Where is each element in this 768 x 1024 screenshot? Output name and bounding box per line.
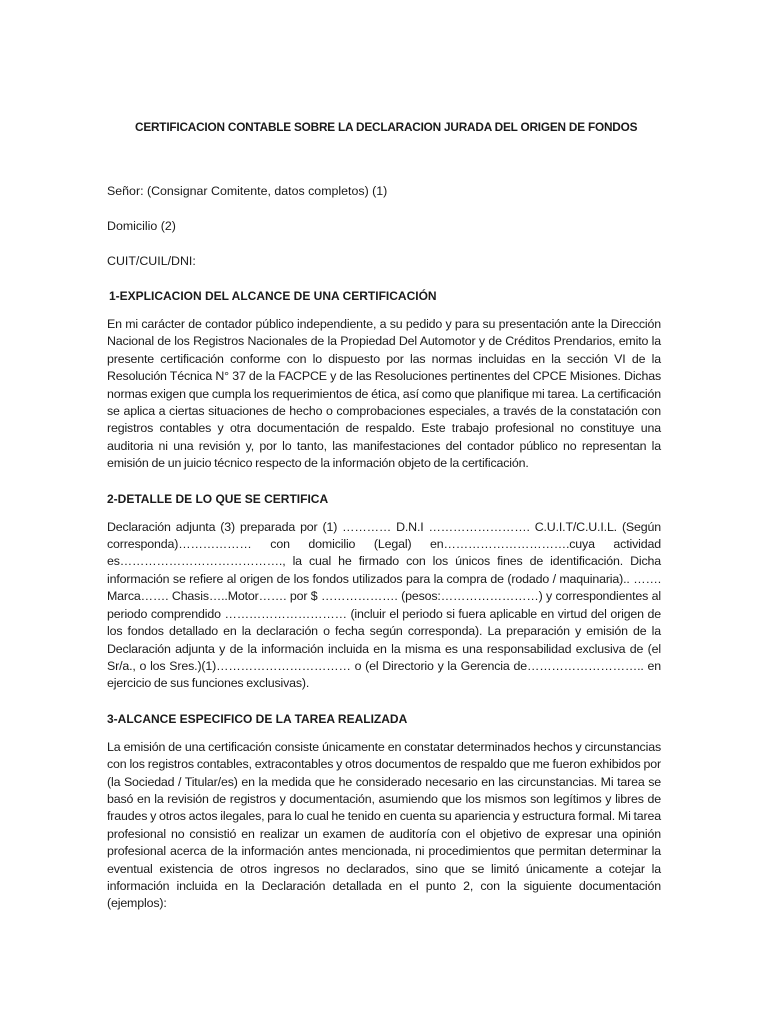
section-2-paragraph: Declaración adjunta (3) preparada por (1) ………… D.N.I ……………………. C.U.I.T/C.U.I.L. (Según corresponda)……………… con domicilio (Legal) en………………………….cuya actividad es…………………………………., la cual he firmado con los únicos fines de identificación. Dicha información se refiere al origen de los fondos utilizados para la compra de (rodado / maquinaria).. ……. Marca……. Chasis…..Motor……. por $ ………………. (pesos:……………………) y correspondientes al periodo comprendido ………………………… (incluir el periodo si fuera aplicable en virtud del origen de los fondos detallado en la declaración o fecha según corresponda). La preparación y emisión de la Declaración adjunta y de la información incluida en la misma es una responsabilidad exclusiva de (el Sr/a., o los Sres.)(1)…………………………… o (el Directorio y la Gerencia de……………………….. en ejercicio de sus funciones exclusivas). [107,519,661,691]
section-2-heading: 2-DETALLE DE LO QUE SE CERTIFICA [107,491,329,506]
section-1-heading: 1-EXPLICACION DEL ALCANCE DE UNA CERTIFICACIÓN [109,289,437,303]
senor-line: Señor: (Consignar Comitente, datos completos) (1) [107,184,388,198]
cuit-line: CUIT/CUIL/DNI: [107,254,196,268]
document-title: CERTIFICACION CONTABLE SOBRE LA DECLARACION JURADA DEL ORIGEN DE FONDOS [135,120,638,134]
document-body [107,120,661,930]
section-1-paragraph: En mi carácter de contador público independiente, a su pedido y para su presentación ante la Dirección Nacional de los Registros Nacionales de la Propiedad Del Automotor y de Créditos Prendarios, emito la presente certificación conforme con lo dispuesto por las normas incluidas en la sección VI de la Resolución Técnica N° 37 de la FACPCE y de las Resoluciones pertinentes del CPCE Misiones. Dichas normas exigen que cumpla los requerimientos de ética, así como que planifique mi tarea. La certificación se aplica a ciertas situaciones de hecho o comprobaciones especiales, a través de la constatación con registros contables y otra documentación de respaldo. Este trabajo profesional no constituye una auditoria ni una revisión y, por lo tanto, las manifestaciones del contador público no representan la emisión de un juicio técnico respecto de la información objeto de la certificación. [107,317,661,471]
section-3-paragraph: La emisión de una certificación consiste únicamente en constatar determinados hechos y circunstancias con los registros contables, extracontables y otros documentos de respaldo que me fueron exhibidos por (la Sociedad / Titular/es) en la medida que he considerado necesario en las circunstancias. Mi tarea se basó en la revisión de registros y documentación, asumiendo que los mismos son legítimos y libres de fraudes y otros actos ilegales, para lo cual he tenido en cuenta su apariencia y estructura formal. Mi tarea profesional no consistió en realizar un examen de auditoría con el objetivo de expresar una opinión profesional acerca de la información antes mencionada, ni procedimientos que permitan determinar la eventual existencia de otros ingresos no declarados, sino que se limitó únicamente a cotejar la información incluida en la Declaración detallada en el punto 2, con la siguiente documentación (ejemplos): [107,739,661,911]
domicilio-line: Domicilio (2) [107,219,176,233]
section-3-heading: 3-ALCANCE ESPECIFICO DE LA TAREA REALIZADA [107,711,408,726]
